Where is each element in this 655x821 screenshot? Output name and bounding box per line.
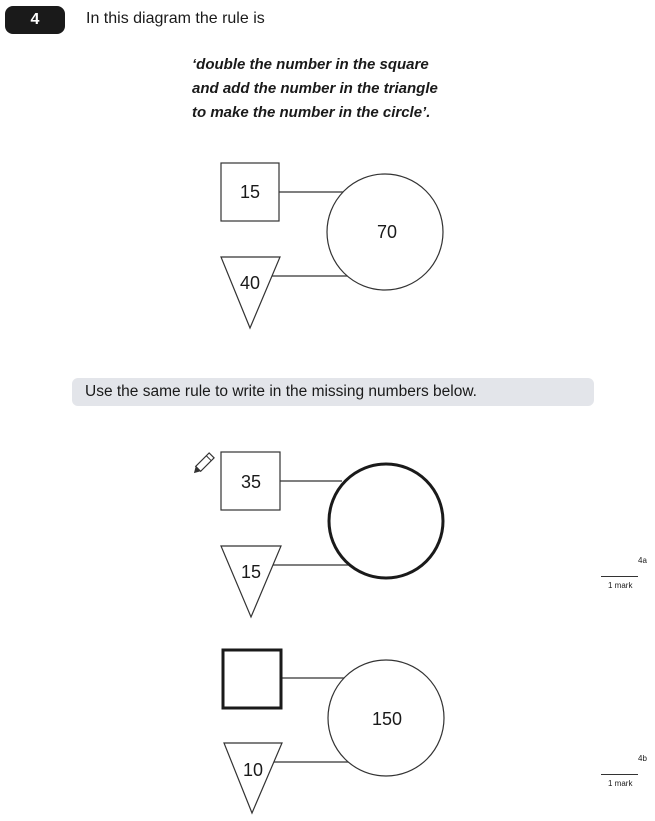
part-a-square-value: 35 xyxy=(240,472,262,492)
example-diagram xyxy=(221,163,443,328)
rule-line-2: and add the number in the triangle xyxy=(192,80,438,97)
part-b-label: 4b xyxy=(638,754,647,763)
example-circle-value: 70 xyxy=(376,222,398,242)
question-intro: In this diagram the rule is xyxy=(86,10,265,27)
part-b-circle-value: 150 xyxy=(371,709,403,729)
part-b-mark: 1 mark xyxy=(608,779,633,788)
part-a-triangle-value: 15 xyxy=(240,562,262,582)
part-b-diagram xyxy=(223,650,444,813)
part-a-mark: 1 mark xyxy=(608,581,633,590)
pencil-icon xyxy=(191,453,214,476)
part-b-triangle-value: 10 xyxy=(242,760,264,780)
part-a-diagram xyxy=(191,452,443,617)
instruction-text: Use the same rule to write in the missing numbers below. xyxy=(85,383,477,400)
part-b-answer-square[interactable] xyxy=(223,650,281,708)
part-a-label: 4a xyxy=(638,556,647,565)
example-triangle-value: 40 xyxy=(239,273,261,293)
rule-line-1: ‘double the number in the square xyxy=(192,56,429,73)
rule-line-3: to make the number in the circle’. xyxy=(192,104,431,121)
part-a-mark-line xyxy=(601,576,638,577)
question-number-badge: 4 xyxy=(5,6,65,34)
part-b-mark-line xyxy=(601,774,638,775)
part-a-answer-circle[interactable] xyxy=(329,464,443,578)
example-square-value: 15 xyxy=(239,182,261,202)
